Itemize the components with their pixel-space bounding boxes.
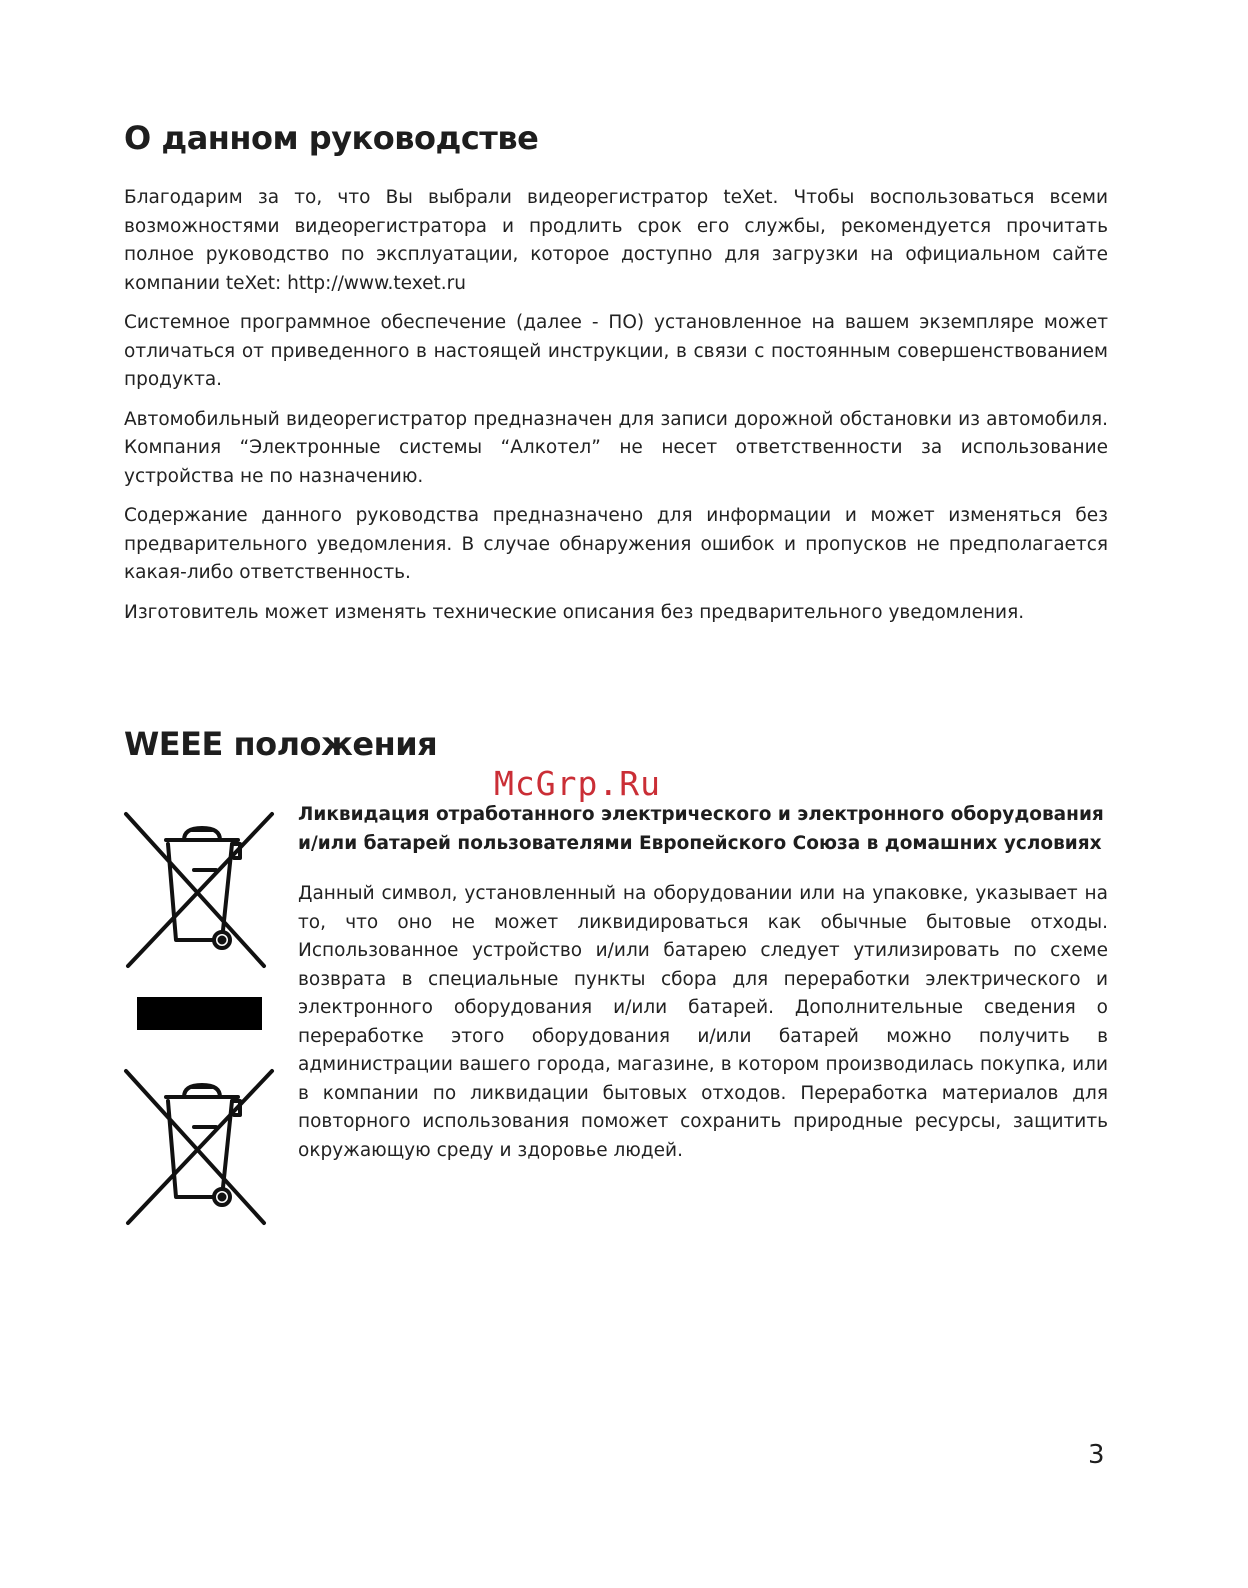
- about-manual-body: [124, 184, 1108, 638]
- watermark: McGrp.Ru: [494, 764, 661, 803]
- about-paragraph-4: Содержание данного руководства предназначено для информации и может изменяться без предварительного уведомления. В случае обнаружения ошибок и пропусков не предполагается какая-либо ответственность.: [124, 505, 1108, 583]
- about-paragraph-1: Благодарим за то, что Вы выбрали видеорегистратор teXet. Чтобы воспользоваться всеми возможностями видеорегистратора и продлить срок его службы, рекомендуется прочитать полное руководство по эксплуатации, которое доступно для загрузки на официальном сайте компании teXet: http://www.texet.ru: [124, 187, 1108, 294]
- solid-bar-icon: [137, 997, 262, 1030]
- weee-body-text: Данный символ, установленный на оборудовании или на упаковке, указывает на то, что оно не может ликвидироваться как обычные бытовые отходы. Использованное устройство и/или батарею следует утилизировать по схеме возврата в специальные пункты сбора для переработки электрического и электронного оборудования и/или батарей. Дополнительные сведения о переработке этого оборудования и/или батарей можно получить в администрации вашего города, магазине, в котором производилась покупка, или в компании по ликвидации бытовых отходов. Переработка материалов для повторного использования поможет сохранить природные ресурсы, защитить окружающую среду и здоровье людей.: [298, 883, 1108, 1161]
- about-paragraph-2: Системное программное обеспечение (далее - ПО) установленное на вашем экземпляре может отличаться от приведенного в настоящей инструкции, в связи с постоянным совершенствованием продукта.: [124, 312, 1108, 390]
- about-paragraph-5: Изготовитель может изменять технические описания без предварительного уведомления.: [124, 601, 1025, 623]
- weee-title: WEEE положения: [124, 725, 438, 763]
- about-paragraph-3: Автомобильный видеорегистратор предназначен для записи дорожной обстановки из автомобиля. Компания “Электронные системы “Алкотел” не несет ответственности за использование устройства не по назначению.: [124, 408, 1108, 487]
- weee-subheading: Ликвидация отработанного электрического и электронного оборудования и/или батарей пользователями Европейского Союза в домашних условиях: [298, 804, 1104, 854]
- crossed-out-wheelie-bin-icon: [122, 810, 276, 972]
- about-manual-title: О данном руководстве: [124, 119, 539, 157]
- crossed-out-wheelie-bin-icon: [122, 1067, 276, 1229]
- page-number: 3: [1088, 1440, 1105, 1470]
